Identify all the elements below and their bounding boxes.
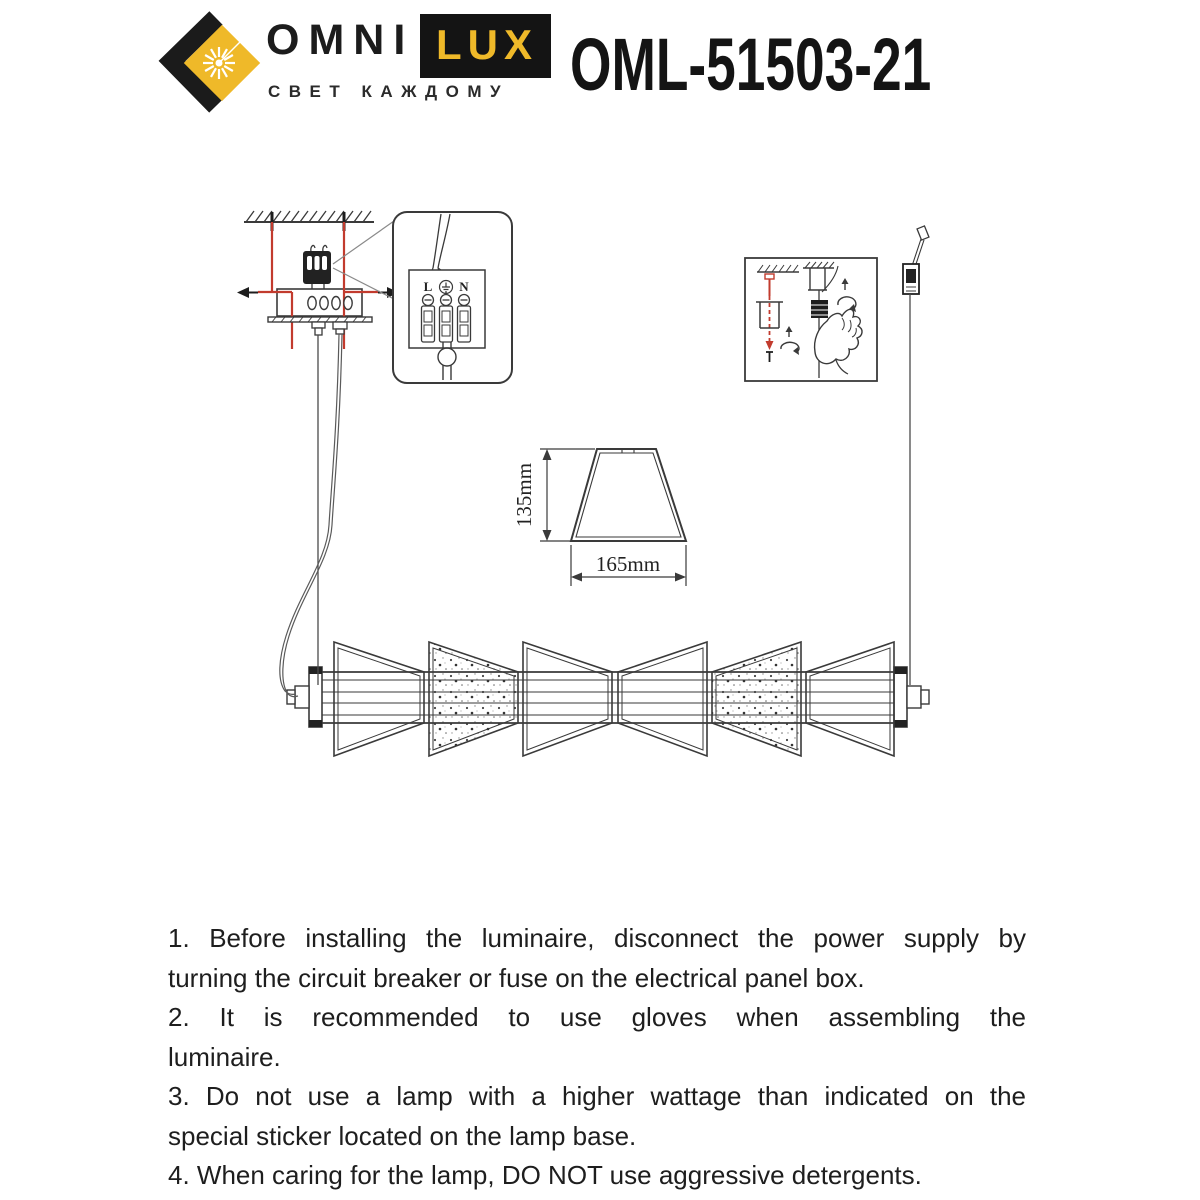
terminal-block (303, 245, 331, 289)
terminal-screws (422, 295, 471, 343)
power-cord (280, 334, 342, 697)
terminal-label-live: L (423, 279, 433, 294)
callout-leader-lines (333, 221, 394, 299)
instruction-text: turning the circuit breaker or fuse on the electrical panel box. (168, 962, 865, 993)
adjustment-instructions-box (745, 258, 877, 381)
width-dimension-label: 165mm (595, 552, 661, 576)
instruction-item (168, 1077, 1026, 1156)
wiring-detail-callout (393, 212, 512, 383)
ceiling-mount-diagram (237, 211, 399, 349)
width-dimension (571, 545, 686, 586)
instruction-text: 2. It is recommended to use gloves when assembling the (168, 1002, 1026, 1032)
instruction-text: 1. Before installing the luminaire, disconnect the power supply by (168, 923, 1026, 953)
height-dimension-label: 135mm (512, 462, 536, 528)
instruction-item (168, 919, 1026, 998)
shade-inner-lines (338, 648, 890, 750)
slide-arrow-left-icon (237, 287, 258, 298)
instructions-block (168, 919, 1026, 1196)
instruction-text: 3. Do not use a lamp with a higher wattage than indicated on the (168, 1081, 1026, 1111)
shade-dimension-diagram (512, 449, 686, 586)
model-number: OML-51503-21 (570, 23, 932, 106)
instruction-text: special sticker located on the lamp base. (168, 1120, 637, 1151)
pendant-fixture-drawing (287, 642, 929, 756)
fixture-end-cap-right (894, 667, 929, 727)
canopy-base-plate (268, 317, 372, 322)
brand-name-lux: LUX (420, 14, 551, 78)
brand-name-omni: OMNI (266, 16, 415, 64)
cord-adjuster-assembly (903, 226, 929, 294)
terminal-label-neutral: N (459, 279, 469, 294)
instruction-text: luminaire. (168, 1041, 281, 1072)
instruction-item (168, 1156, 1026, 1196)
cable-gripper (312, 322, 325, 335)
instruction-text: 4. When caring for the lamp, DO NOT use aggressive detergents. (168, 1160, 922, 1190)
instruction-item (168, 998, 1026, 1077)
ceiling-hatch (246, 211, 371, 222)
brand-tagline: СВЕТ КАЖДОМУ (268, 82, 510, 101)
fixture-end-cap-left (287, 667, 322, 727)
